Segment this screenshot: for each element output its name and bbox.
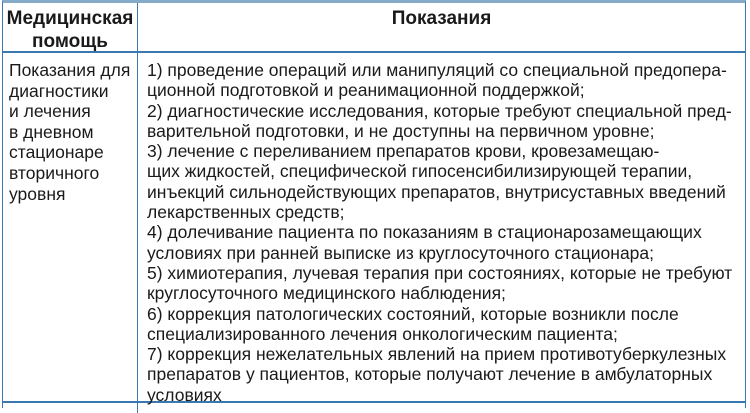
next-row-cell-left	[3, 403, 138, 413]
text-line: препаратов у пациентов, которые получают лечение в амбулаторных	[147, 364, 713, 385]
table-body-row	[3, 53, 745, 403]
cell-indications-list	[138, 53, 745, 405]
text-line: стационаре	[9, 142, 104, 163]
text-line: ционной подготовкой и реанимационной поддержкой;	[147, 80, 585, 101]
text-line: инъекций сильнодействующих препаратов, внутрисуставных введений	[147, 181, 726, 202]
text-line: щих жидкостей, специфической гипосенсибилизирующей терапии,	[147, 161, 693, 182]
text-line: диагностики	[9, 80, 109, 101]
text-line: 5) химиотерапия, лучевая терапия при состояниях, которые не требуют	[147, 262, 733, 283]
text-line: 1) проведение операций или манипуляций со специальной предопера-	[147, 60, 727, 80]
next-row-cell-right	[138, 403, 745, 413]
text-line: и лечения	[9, 101, 91, 122]
table-header-row	[3, 3, 745, 53]
medical-indications-table	[2, 0, 746, 408]
text-line: 4) долечивание пациента по показаниям в стационарозамещающих	[147, 222, 702, 243]
text-line: помощь	[32, 31, 108, 52]
text-line: уровня	[9, 183, 66, 204]
cell-medical-care-type	[3, 53, 138, 401]
text-line: 6) коррекция патологических состояний, которые возникли после	[147, 303, 679, 324]
text-line: 7) коррекция нежелательных явлений на прием противотуберкулезных	[147, 344, 727, 365]
text-line: Медицинская	[6, 8, 134, 29]
text-line: вторичного	[9, 162, 100, 183]
text-line: варительной подготовки, и не доступны на первичном уровне;	[147, 120, 655, 141]
header-cell-medical-care	[3, 3, 138, 51]
text-line: 2) диагностические исследования, которые требуют специальной пред-	[147, 100, 732, 121]
next-row-cutoff	[3, 403, 745, 413]
header-cell-indications: Показания	[391, 8, 492, 29]
text-line: 3) лечение с переливанием препаратов крови, кровезамещаю-	[147, 141, 660, 162]
text-line: условиях при ранней выписке из круглосуточного стационара;	[147, 242, 655, 263]
text-line: круглосуточного медицинского наблюдения;	[147, 283, 506, 304]
text-line: лекарственных средств;	[147, 202, 345, 223]
text-line: в дневном	[9, 121, 94, 142]
text-line: Показания для	[9, 60, 131, 80]
text-line: специализированного лечения онкологическим пациента;	[147, 323, 618, 344]
text-line: условиях	[147, 384, 222, 405]
